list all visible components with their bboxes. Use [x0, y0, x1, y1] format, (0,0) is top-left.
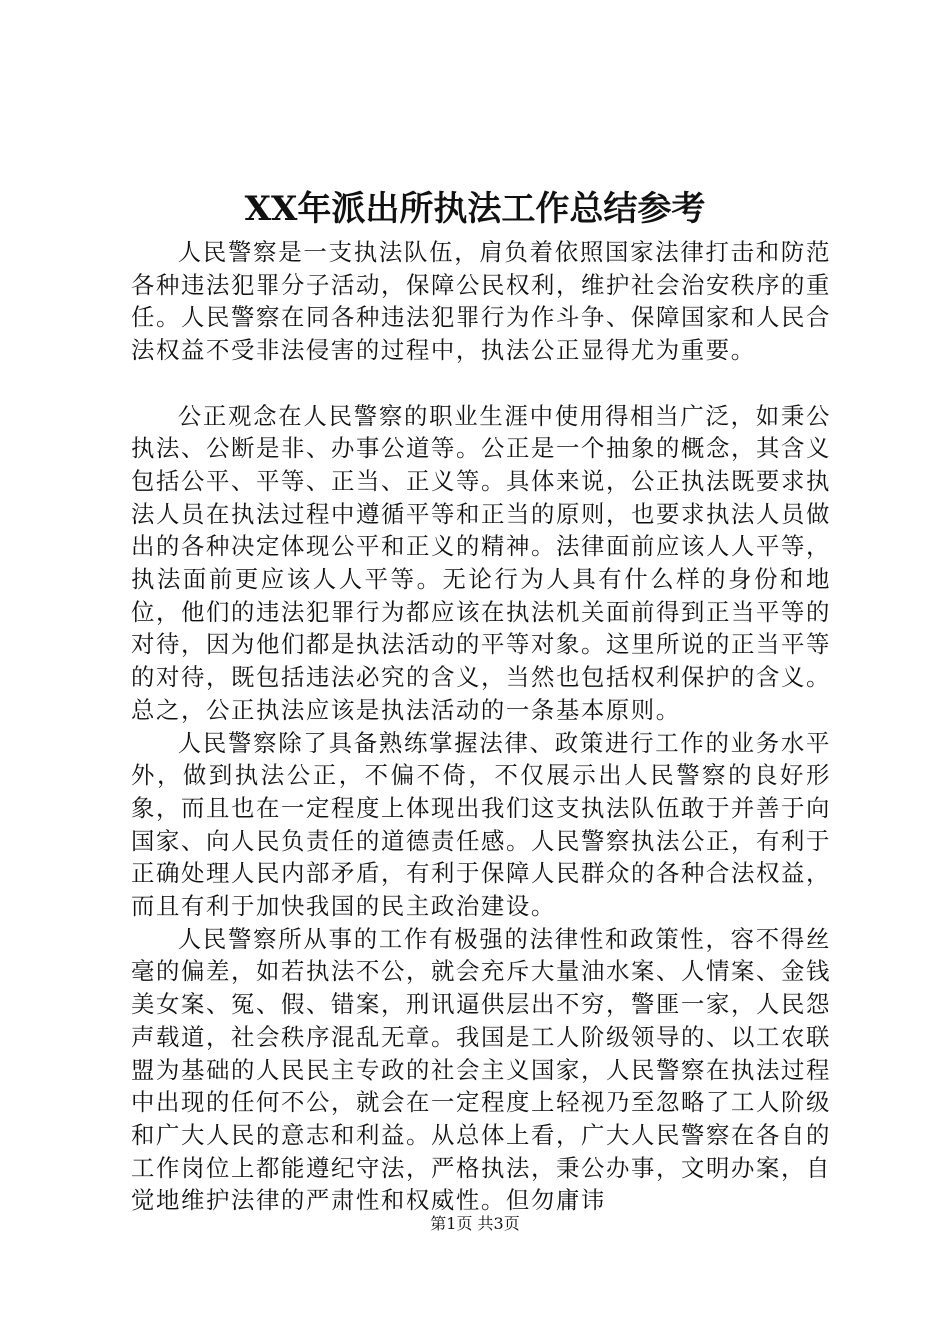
- document-body: [131, 236, 831, 1217]
- paragraph-4: 人民警察所从事的工作有极强的法律性和政策性，容不得丝毫的偏差，如若执法不公，就会充斥大量油水案、人情案、金钱美女案、冤、假、错案，刑讯逼供层出不穷，警匪一家，人民怨声载道，社会秩序混乱无章。我国是工人阶级领导的、以工农联盟为基础的人民民主专政的社会主义国家，人民警察在执法过程中出现的任何不公，就会在一定程度上轻视乃至忽略了工人阶级和广大人民的意志和利益。从总体上看，广大人民警察在各自的工作岗位上都能遵纪守法，严格执法，秉公办事，文明办案，自觉地维护法律的严肃性和权威性。但勿庸讳: [131, 924, 831, 1215]
- document-title: XX年派出所执法工作总结参考: [244, 189, 706, 229]
- paragraph-3: 人民警察除了具备熟练掌握法律、政策进行工作的业务水平外，做到执法公正，不偏不倚，不仅展示出人民警察的良好形象，而且也在一定程度上体现出我们这支执法队伍敢于并善于向国家、向人民负责任的道德责任感。人民警察执法公正，有利于正确处理人民内部矛盾，有利于保障人民群众的各种合法权益，而且有利于加快我国的民主政治建设。: [131, 728, 831, 921]
- page-number-footer: 第1页 共3页: [430, 1214, 520, 1233]
- paragraph-1: 人民警察是一支执法队伍，肩负着依照国家法律打击和防范各种违法犯罪分子活动，保障公民权利，维护社会治安秩序的重任。人民警察在同各种违法犯罪行为作斗争、保障国家和人民合法权益不受非法侵害的过程中，执法公正显得尤为重要。: [131, 238, 831, 365]
- paragraph-2: 公正观念在人民警察的职业生涯中使用得相当广泛，如秉公执法、公断是非、办事公道等。公正是一个抽象的概念，其含义包括公平、平等、正当、正义等。具体来说，公正执法既要求执法人员在执法过程中遵循平等和正当的原则，也要求执法人员做出的各种决定体现公平和正义的精神。法律面前应该人人平等，执法面前更应该人人平等。无论行为人具有什么样的身份和地位，他们的违法犯罪行为都应该在执法机关面前得到正当平等的对待，因为他们都是执法活动的平等对象。这里所说的正当平等的对待，既包括违法必究的含义，当然也包括权利保护的含义。总之，公正执法应该是执法活动的一条基本原则。: [131, 401, 831, 724]
